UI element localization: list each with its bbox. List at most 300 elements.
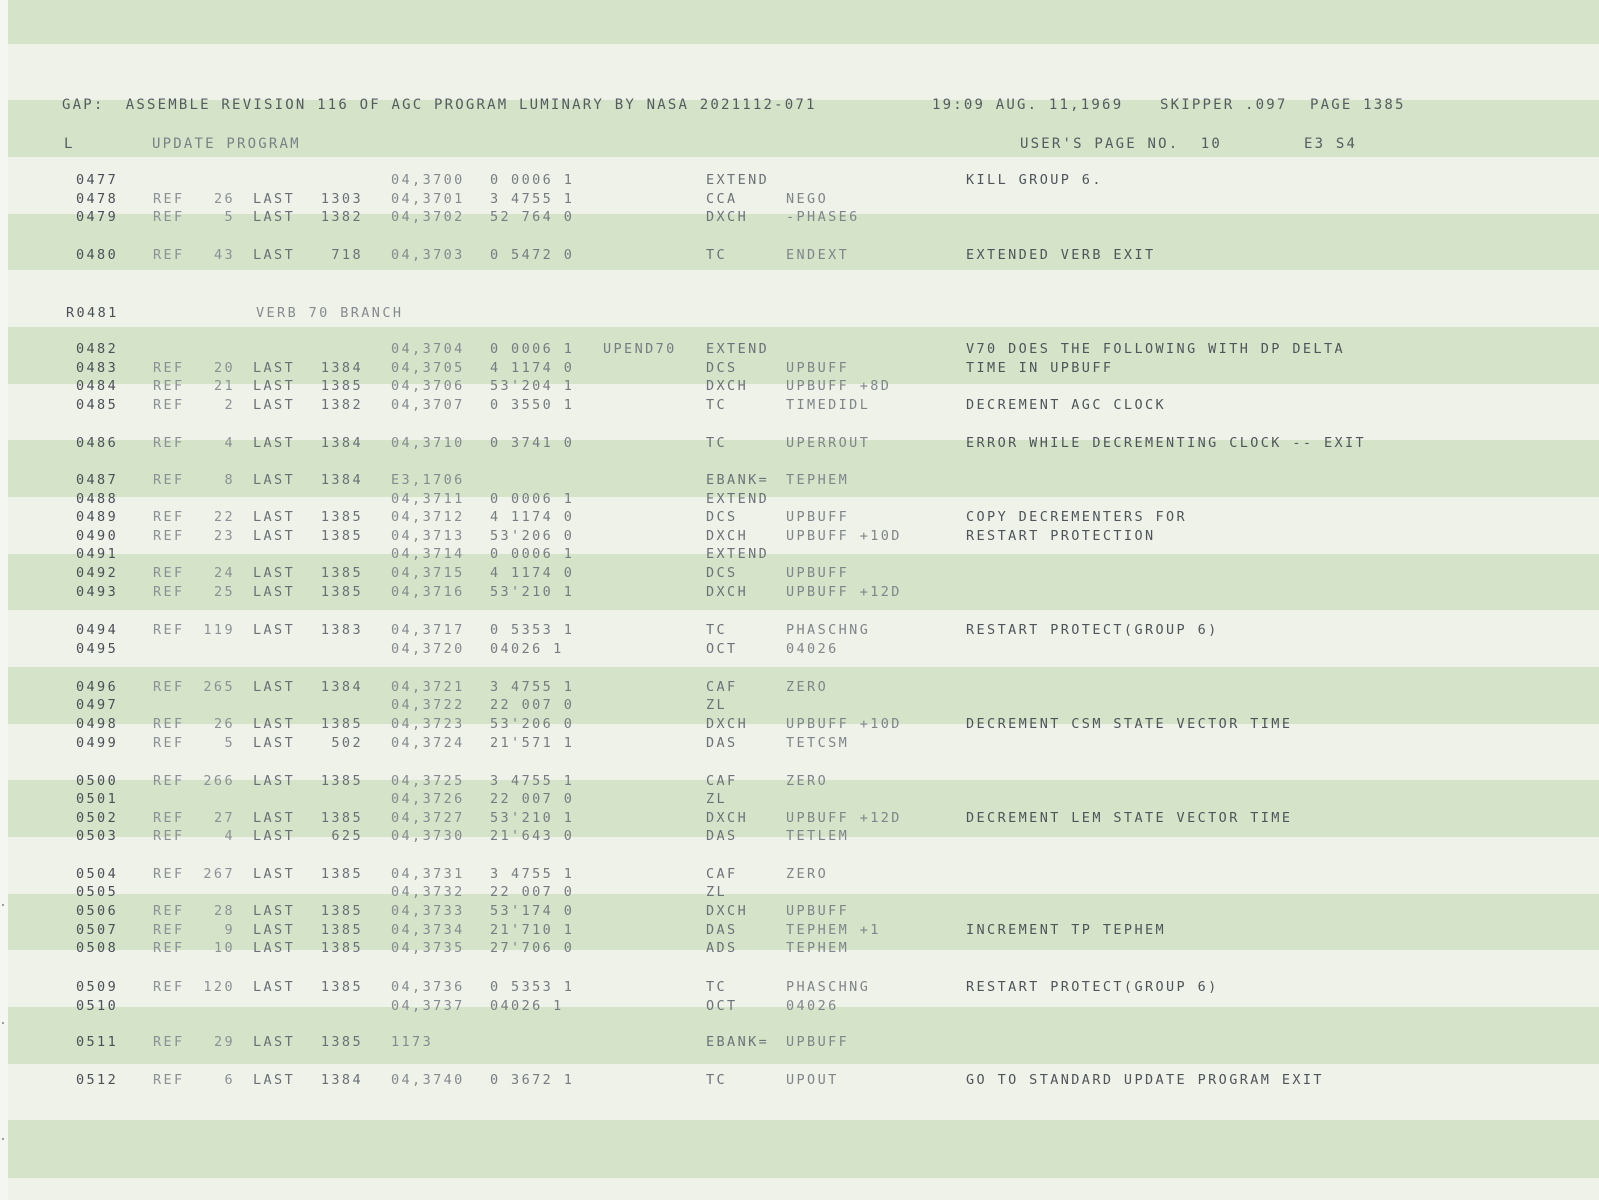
last-label: LAST: [253, 679, 296, 695]
octal-word: 0 5353 1: [490, 622, 575, 638]
octal-word: 52 764 0: [490, 209, 575, 225]
comment: DECREMENT CSM STATE VECTOR TIME: [966, 716, 1293, 732]
line-number: 0480: [76, 247, 119, 263]
ref-label: REF: [153, 810, 185, 826]
octal-word: 0 0006 1: [490, 172, 575, 188]
line-number: 0497: [76, 697, 119, 713]
last-page: 1383: [320, 622, 363, 638]
octal-word: 21'710 1: [490, 922, 575, 938]
ref-count: 28: [213, 903, 235, 919]
last-page: 1385: [320, 716, 363, 732]
listing-row: [8, 921, 1599, 939]
last-page: 1385: [320, 378, 363, 394]
comment: COPY DECREMENTERS FOR: [966, 509, 1188, 525]
line-number: 0488: [76, 491, 119, 507]
last-page: 1384: [320, 360, 363, 376]
opcode: DXCH: [706, 716, 749, 732]
listing-row: [8, 583, 1599, 601]
last-page: [305, 171, 363, 189]
comment: DECREMENT LEM STATE VECTOR TIME: [966, 810, 1293, 826]
operand: UPBUFF: [786, 360, 850, 376]
ref-count: 267: [203, 866, 235, 882]
last-page: [305, 696, 363, 714]
comment: RESTART PROTECT(GROUP 6): [966, 622, 1219, 638]
comment: ERROR WHILE DECREMENTING CLOCK -- EXIT: [966, 435, 1367, 451]
line-number: 0485: [76, 397, 119, 413]
ref-count: [203, 340, 235, 358]
memory-address: 04,3714: [391, 546, 465, 562]
last-label: LAST: [253, 979, 296, 995]
last-page: 1385: [320, 922, 363, 938]
ref-label: REF: [153, 378, 185, 394]
listing-row: [8, 190, 1599, 208]
memory-address: E3,1706: [391, 472, 465, 488]
ref-count: 21: [213, 378, 235, 394]
memory-address: 04,3735: [391, 940, 465, 956]
ref-label: REF: [153, 773, 185, 789]
memory-address: 04,3715: [391, 565, 465, 581]
opcode: DXCH: [706, 209, 749, 225]
operand: ENDEXT: [786, 247, 850, 263]
last-page: 1303: [320, 191, 363, 207]
line-number: 0500: [76, 773, 119, 789]
last-page: 502: [331, 735, 363, 751]
opcode: DAS: [706, 828, 738, 844]
memory-address: 04,3727: [391, 810, 465, 826]
last-page: 718: [331, 247, 363, 263]
greenbar-band: [8, 0, 1599, 44]
line-number: 0506: [76, 903, 119, 919]
section-line-label: R0481: [66, 305, 119, 321]
octal-word: 0 0006 1: [490, 546, 575, 562]
memory-address: 04,3703: [391, 247, 465, 263]
ref-label: REF: [153, 1034, 185, 1050]
listing-row: [8, 621, 1599, 639]
operand: PHASCHNG: [786, 979, 871, 995]
last-page: 1384: [320, 472, 363, 488]
last-page: 1385: [320, 584, 363, 600]
line-number: 0484: [76, 378, 119, 394]
memory-address: 04,3737: [391, 998, 465, 1014]
ref-count: 26: [213, 191, 235, 207]
opcode: EXTEND: [706, 341, 770, 357]
ref-label: REF: [153, 528, 185, 544]
opcode: TC: [706, 247, 728, 263]
line-number: 0478: [76, 191, 119, 207]
line-number: 0491: [76, 546, 119, 562]
line-number: 0498: [76, 716, 119, 732]
octal-word: 0 3672 1: [490, 1072, 575, 1088]
assembler-version: SKIPPER .097: [1160, 97, 1288, 113]
opcode: EXTEND: [706, 491, 770, 507]
opcode: EXTEND: [706, 546, 770, 562]
last-page: [305, 883, 363, 901]
last-label: LAST: [253, 472, 296, 488]
ref-count: 4: [224, 435, 235, 451]
memory-address: 04,3731: [391, 866, 465, 882]
ref-count: 5: [224, 735, 235, 751]
ref-count: 25: [213, 584, 235, 600]
last-page: 1384: [320, 679, 363, 695]
last-label: LAST: [253, 903, 296, 919]
memory-address: 04,3740: [391, 1072, 465, 1088]
operand: TIMEDIDL: [786, 397, 871, 413]
memory-address: 04,3701: [391, 191, 465, 207]
octal-word: 53'210 1: [490, 810, 575, 826]
memory-address: 04,3733: [391, 903, 465, 919]
listing-row: [8, 545, 1599, 563]
section-title: VERB 70 BRANCH: [256, 305, 404, 321]
octal-word: 53'206 0: [490, 528, 575, 544]
users-page-number: USER'S PAGE NO. 10: [1020, 136, 1222, 152]
line-number: 0482: [76, 341, 119, 357]
ref-label: REF: [153, 979, 185, 995]
octal-word: 22 007 0: [490, 884, 575, 900]
listing-row: [8, 1033, 1599, 1051]
opcode: DCS: [706, 565, 738, 581]
ref-count: 27: [213, 810, 235, 826]
line-number: 0493: [76, 584, 119, 600]
opcode: TC: [706, 1072, 728, 1088]
operand: UPBUFF +10D: [786, 528, 902, 544]
opcode: EXTEND: [706, 172, 770, 188]
memory-address: 04,3716: [391, 584, 465, 600]
opcode: DAS: [706, 922, 738, 938]
opcode: OCT: [706, 641, 738, 657]
octal-word: 53'204 1: [490, 378, 575, 394]
operand: TETCSM: [786, 735, 850, 751]
operand: NEGO: [786, 191, 829, 207]
memory-address: 04,3723: [391, 716, 465, 732]
ref-count: [203, 883, 235, 901]
section-row: [8, 304, 1599, 322]
last-page: 1382: [320, 209, 363, 225]
opcode: TC: [706, 979, 728, 995]
operand: TEPHEM +1: [786, 922, 881, 938]
operand: UPBUFF: [786, 509, 850, 525]
listing-row: [8, 527, 1599, 545]
memory-address: 04,3711: [391, 491, 465, 507]
listing-row: [8, 997, 1599, 1015]
ref-count: [203, 490, 235, 508]
assembly-header: GAP: ASSEMBLE REVISION 116 OF AGC PROGRAM LUMINARY BY NASA 2021112-071: [62, 97, 817, 113]
line-number: 0477: [76, 172, 119, 188]
opcode: TC: [706, 435, 728, 451]
line-number: 0502: [76, 810, 119, 826]
listing-row: [8, 359, 1599, 377]
operand: UPBUFF +12D: [786, 584, 902, 600]
last-page: 1385: [320, 1034, 363, 1050]
line-number: 0494: [76, 622, 119, 638]
octal-word: 04026 1: [490, 641, 564, 657]
ref-label: REF: [153, 940, 185, 956]
memory-address: 04,3702: [391, 209, 465, 225]
line-number: 0507: [76, 922, 119, 938]
comment: DECREMENT AGC CLOCK: [966, 397, 1167, 413]
opcode: CAF: [706, 679, 738, 695]
octal-word: 3 4755 1: [490, 866, 575, 882]
last-page: [305, 640, 363, 658]
last-page: 1385: [320, 528, 363, 544]
octal-word: 22 007 0: [490, 697, 575, 713]
ref-count: 9: [224, 922, 235, 938]
ref-count: 20: [213, 360, 235, 376]
listing-row: [8, 772, 1599, 790]
last-label: LAST: [253, 1072, 296, 1088]
section-marker: L: [64, 136, 75, 152]
line-number: 0501: [76, 791, 119, 807]
memory-address: 04,3721: [391, 679, 465, 695]
last-label: LAST: [253, 810, 296, 826]
ref-label: REF: [153, 622, 185, 638]
whitebar-band: [8, 1178, 1599, 1200]
last-page: 1385: [320, 903, 363, 919]
listing-row: [8, 396, 1599, 414]
last-page: 1384: [320, 1072, 363, 1088]
ref-count: 120: [203, 979, 235, 995]
ref-count: [203, 790, 235, 808]
last-label: LAST: [253, 435, 296, 451]
comment: RESTART PROTECT(GROUP 6): [966, 979, 1219, 995]
last-page: 1385: [320, 565, 363, 581]
last-label: LAST: [253, 209, 296, 225]
last-label: LAST: [253, 528, 296, 544]
ref-count: [203, 545, 235, 563]
line-number: 0510: [76, 998, 119, 1014]
comment: GO TO STANDARD UPDATE PROGRAM EXIT: [966, 1072, 1324, 1088]
operand: -PHASE6: [786, 209, 860, 225]
octal-word: 0 5472 0: [490, 247, 575, 263]
ref-count: 119: [203, 622, 235, 638]
page-number: PAGE 1385: [1310, 97, 1406, 113]
last-label: LAST: [253, 716, 296, 732]
last-label: LAST: [253, 866, 296, 882]
ref-label: REF: [153, 397, 185, 413]
symbol-label: UPEND70: [603, 341, 677, 357]
ref-count: 265: [203, 679, 235, 695]
ref-count: 266: [203, 773, 235, 789]
ref-count: 8: [224, 472, 235, 488]
last-label: LAST: [253, 584, 296, 600]
memory-address: 04,3717: [391, 622, 465, 638]
last-label: LAST: [253, 191, 296, 207]
listing-row: [8, 434, 1599, 452]
last-page: 625: [331, 828, 363, 844]
opcode: DCS: [706, 360, 738, 376]
opcode: ZL: [706, 697, 728, 713]
listing-row: [8, 564, 1599, 582]
listing-row: [8, 978, 1599, 996]
opcode: DCS: [706, 509, 738, 525]
line-number: 0512: [76, 1072, 119, 1088]
last-page: 1385: [320, 773, 363, 789]
ref-label: REF: [153, 472, 185, 488]
bank-indicator: E3 S4: [1304, 136, 1358, 152]
memory-address: 04,3736: [391, 979, 465, 995]
ref-count: [203, 171, 235, 189]
last-label: LAST: [253, 1034, 296, 1050]
octal-word: 0 3550 1: [490, 397, 575, 413]
octal-word: 4 1174 0: [490, 360, 575, 376]
operand: UPBUFF +10D: [786, 716, 902, 732]
operand: UPBUFF: [786, 903, 850, 919]
last-label: LAST: [253, 922, 296, 938]
operand: TEPHEM: [786, 472, 850, 488]
memory-address: 04,3710: [391, 435, 465, 451]
octal-word: 53'174 0: [490, 903, 575, 919]
memory-address: 04,3700: [391, 172, 465, 188]
memory-address: 04,3706: [391, 378, 465, 394]
ref-count: 4: [224, 828, 235, 844]
opcode: EBANK=: [706, 472, 770, 488]
operand: PHASCHNG: [786, 622, 871, 638]
ref-count: 6: [224, 1072, 235, 1088]
line-number: 0486: [76, 435, 119, 451]
memory-address: 04,3705: [391, 360, 465, 376]
ref-count: 29: [213, 1034, 235, 1050]
program-title: UPDATE PROGRAM: [152, 136, 301, 152]
comment: EXTENDED VERB EXIT: [966, 247, 1156, 263]
memory-address: 04,3732: [391, 884, 465, 900]
last-label: LAST: [253, 509, 296, 525]
memory-address: 04,3720: [391, 641, 465, 657]
opcode: CAF: [706, 866, 738, 882]
margin-mark: [2, 1138, 4, 1140]
listing-row: [8, 790, 1599, 808]
comment: TIME IN UPBUFF: [966, 360, 1114, 376]
last-page: 1385: [320, 979, 363, 995]
last-label: LAST: [253, 622, 296, 638]
operand: 04026: [786, 998, 839, 1014]
opcode: DAS: [706, 735, 738, 751]
octal-word: 21'643 0: [490, 828, 575, 844]
last-page: 1385: [320, 866, 363, 882]
operand: ZERO: [786, 866, 829, 882]
opcode: DXCH: [706, 528, 749, 544]
last-page: 1385: [320, 940, 363, 956]
ref-label: REF: [153, 435, 185, 451]
octal-word: 0 0006 1: [490, 341, 575, 357]
line-number: 0487: [76, 472, 119, 488]
line-number: 0490: [76, 528, 119, 544]
ref-count: [203, 997, 235, 1015]
last-page: [305, 997, 363, 1015]
memory-address: 04,3724: [391, 735, 465, 751]
last-page: 1385: [320, 509, 363, 525]
ref-label: REF: [153, 209, 185, 225]
octal-word: 4 1174 0: [490, 565, 575, 581]
ref-label: REF: [153, 922, 185, 938]
listing-row: [8, 508, 1599, 526]
line-number: 0503: [76, 828, 119, 844]
operand: UPBUFF +12D: [786, 810, 902, 826]
listing-row: [8, 640, 1599, 658]
ref-count: [203, 640, 235, 658]
last-label: LAST: [253, 773, 296, 789]
octal-word: 21'571 1: [490, 735, 575, 751]
line-number: 0499: [76, 735, 119, 751]
margin-mark: [2, 904, 4, 906]
octal-word: 0 5353 1: [490, 979, 575, 995]
ref-count: 23: [213, 528, 235, 544]
comment: V70 DOES THE FOLLOWING WITH DP DELTA: [966, 341, 1345, 357]
listing-row: [8, 490, 1599, 508]
opcode: DXCH: [706, 378, 749, 394]
listing-row: [8, 809, 1599, 827]
operand: UPOUT: [786, 1072, 839, 1088]
ref-count: 22: [213, 509, 235, 525]
operand: UPBUFF: [786, 1034, 850, 1050]
memory-address: 04,3707: [391, 397, 465, 413]
memory-address: 04,3734: [391, 922, 465, 938]
comment: KILL GROUP 6.: [966, 172, 1103, 188]
ref-label: REF: [153, 828, 185, 844]
last-page: 1382: [320, 397, 363, 413]
comment: RESTART PROTECTION: [966, 528, 1156, 544]
ref-label: REF: [153, 679, 185, 695]
memory-address: 04,3730: [391, 828, 465, 844]
ref-label: REF: [153, 360, 185, 376]
listing-row: [8, 171, 1599, 189]
octal-word: 3 4755 1: [490, 191, 575, 207]
last-page: [305, 340, 363, 358]
ref-count: 5: [224, 209, 235, 225]
octal-word: 22 007 0: [490, 791, 575, 807]
opcode: ADS: [706, 940, 738, 956]
margin-mark: [2, 1022, 4, 1024]
line-number: 0489: [76, 509, 119, 525]
operand: UPBUFF: [786, 565, 850, 581]
opcode: DXCH: [706, 903, 749, 919]
octal-word: 27'706 0: [490, 940, 575, 956]
octal-word: 0 3741 0: [490, 435, 575, 451]
ref-label: REF: [153, 1072, 185, 1088]
memory-address: 04,3726: [391, 791, 465, 807]
last-page: 1385: [320, 810, 363, 826]
last-label: LAST: [253, 360, 296, 376]
octal-word: 0 0006 1: [490, 491, 575, 507]
comment: INCREMENT TP TEPHEM: [966, 922, 1167, 938]
assembly-timestamp: 19:09 AUG. 11,1969: [932, 97, 1124, 113]
listing-row: [8, 208, 1599, 226]
last-label: LAST: [253, 378, 296, 394]
memory-address: 04,3704: [391, 341, 465, 357]
opcode: CCA: [706, 191, 738, 207]
ref-count: 2: [224, 397, 235, 413]
ref-label: REF: [153, 509, 185, 525]
opcode: TC: [706, 397, 728, 413]
octal-word: 3 4755 1: [490, 773, 575, 789]
ref-count: 24: [213, 565, 235, 581]
opcode: TC: [706, 622, 728, 638]
memory-address: 04,3725: [391, 773, 465, 789]
operand: TEPHEM: [786, 940, 850, 956]
last-label: LAST: [253, 565, 296, 581]
ref-label: REF: [153, 866, 185, 882]
listing-row: [8, 734, 1599, 752]
listing-row: [8, 827, 1599, 845]
ref-label: REF: [153, 191, 185, 207]
ref-count: 26: [213, 716, 235, 732]
last-label: LAST: [253, 828, 296, 844]
listing-row: [8, 902, 1599, 920]
memory-address: 1173: [391, 1034, 434, 1050]
memory-address: 04,3713: [391, 528, 465, 544]
octal-word: 3 4755 1: [490, 679, 575, 695]
last-page: 1384: [320, 435, 363, 451]
operand: TETLEM: [786, 828, 850, 844]
ref-label: REF: [153, 565, 185, 581]
